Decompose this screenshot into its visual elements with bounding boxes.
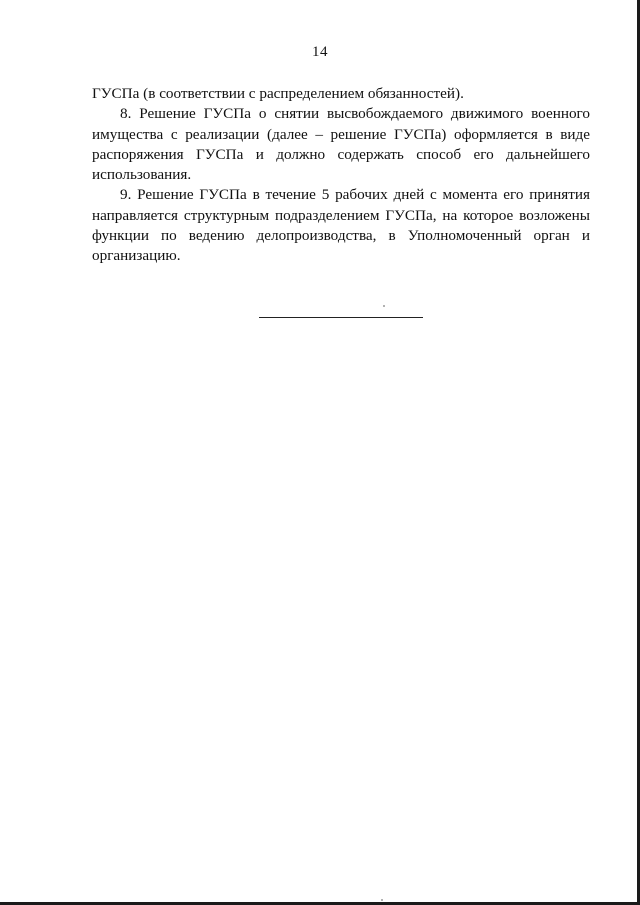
scan-speck	[381, 899, 383, 901]
paragraph-item-9: 9. Решение ГУСПа в течение 5 рабочих дней с момента его принятия направляется структурным подразделением ГУСПа, на которое возложены функции по ведению делопроизводства, в Уполномоченный орган и организацию.	[92, 186, 590, 265]
paragraph-continuation: ГУСПа (в соответствии с распределением обязанностей).	[92, 85, 464, 102]
scan-speck	[383, 305, 385, 307]
page-number: 14	[312, 44, 328, 60]
document-body	[92, 84, 590, 267]
paragraph-item-8: 8. Решение ГУСПа о снятии высвобождаемого движимого военного имущества с реализации (далее – решение ГУСПа) оформляется в виде распоряжения ГУСПа и должно содержать способ его дальнейшего использования.	[92, 105, 590, 184]
end-divider-line	[259, 317, 423, 318]
